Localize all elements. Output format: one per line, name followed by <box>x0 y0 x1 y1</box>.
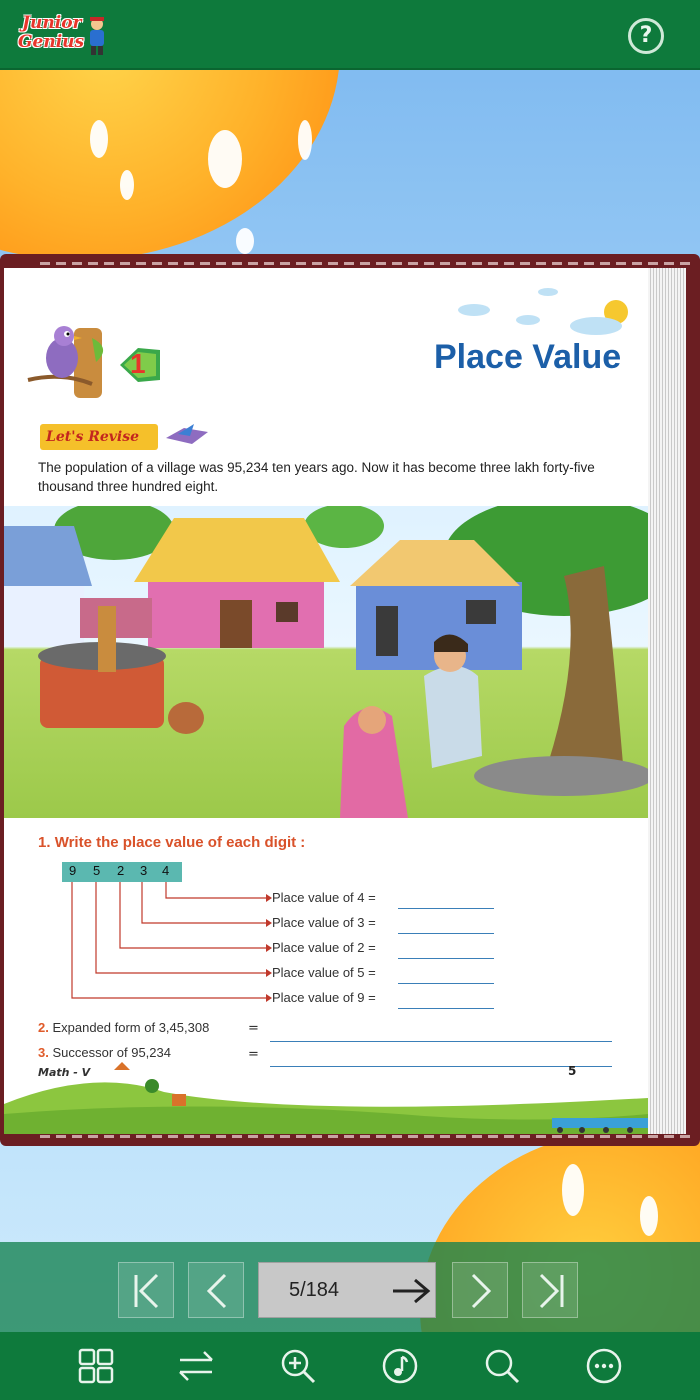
more-icon[interactable] <box>584 1346 624 1386</box>
go-arrow-icon[interactable] <box>389 1275 433 1307</box>
digit: 5 <box>93 863 101 878</box>
last-page-button[interactable] <box>522 1262 578 1318</box>
first-page-icon <box>119 1263 175 1319</box>
place-value-row: Place value of 3 = <box>272 915 376 930</box>
place-value-row: Place value of 5 = <box>272 965 376 980</box>
top-bar <box>0 0 700 70</box>
intro-paragraph: The population of a village was 95,234 ten years ago. Now it has become three lakh forty-five thousand three hundred eight. <box>38 460 595 494</box>
digit: 9 <box>69 863 77 878</box>
question-1: 1. Write the place value of each digit : <box>38 834 306 851</box>
page-indicator: 5/184 <box>289 1279 340 1301</box>
place-value-row: Place value of 2 = <box>272 940 376 955</box>
footer-label: Math - V <box>38 1066 91 1079</box>
help-button[interactable]: ? <box>628 18 664 54</box>
clouds-decoration <box>444 278 634 338</box>
search-icon[interactable] <box>482 1346 522 1386</box>
answer-line[interactable] <box>398 983 494 984</box>
book-viewer <box>0 254 700 1146</box>
chapter-number: 1 <box>130 348 146 379</box>
answer-line[interactable] <box>398 1008 494 1009</box>
equals-sign: = <box>248 1047 259 1062</box>
lets-revise-tag: Let's Revise <box>40 424 158 450</box>
digit: 2 <box>117 863 125 878</box>
music-icon[interactable] <box>380 1346 420 1386</box>
digit: 3 <box>140 863 148 878</box>
first-page-button[interactable] <box>118 1262 174 1318</box>
grid-icon[interactable] <box>76 1346 116 1386</box>
book-page[interactable] <box>4 268 648 1134</box>
question-2: 2. Expanded form of 3,45,308 <box>38 1020 210 1035</box>
place-value-row: Place value of 4 = <box>272 890 376 905</box>
chevron-left-icon <box>189 1263 245 1319</box>
digit: 4 <box>162 863 170 878</box>
corner-number: 5 <box>568 1064 577 1078</box>
page-navigation <box>0 1242 700 1332</box>
answer-line[interactable] <box>398 908 494 909</box>
previous-page-button[interactable] <box>188 1262 244 1318</box>
answer-line[interactable] <box>398 933 494 934</box>
hills-decoration <box>4 1058 648 1134</box>
next-page-button[interactable] <box>452 1262 508 1318</box>
chapter-title: Place Value <box>434 338 622 376</box>
book-page-edge <box>648 268 686 1134</box>
page-indicator-box[interactable] <box>258 1262 436 1318</box>
zoom-in-icon[interactable] <box>278 1346 318 1386</box>
last-page-icon <box>523 1263 579 1319</box>
digits-box <box>62 862 182 882</box>
equals-sign: = <box>248 1021 259 1036</box>
question-3: 3. Successor of 95,234 <box>38 1045 171 1060</box>
bottom-toolbar <box>0 1332 700 1400</box>
swap-icon[interactable] <box>176 1346 216 1386</box>
village-illustration <box>4 506 648 818</box>
junior-genius-logo: Junior Genius <box>18 14 110 58</box>
chevron-right-icon <box>453 1263 509 1319</box>
bird-illustration <box>22 318 122 404</box>
answer-line[interactable] <box>398 958 494 959</box>
answer-line[interactable] <box>270 1041 612 1042</box>
flying-bird-icon <box>164 422 210 448</box>
connector-lines <box>4 880 274 1014</box>
place-value-row: Place value of 9 = <box>272 990 376 1005</box>
